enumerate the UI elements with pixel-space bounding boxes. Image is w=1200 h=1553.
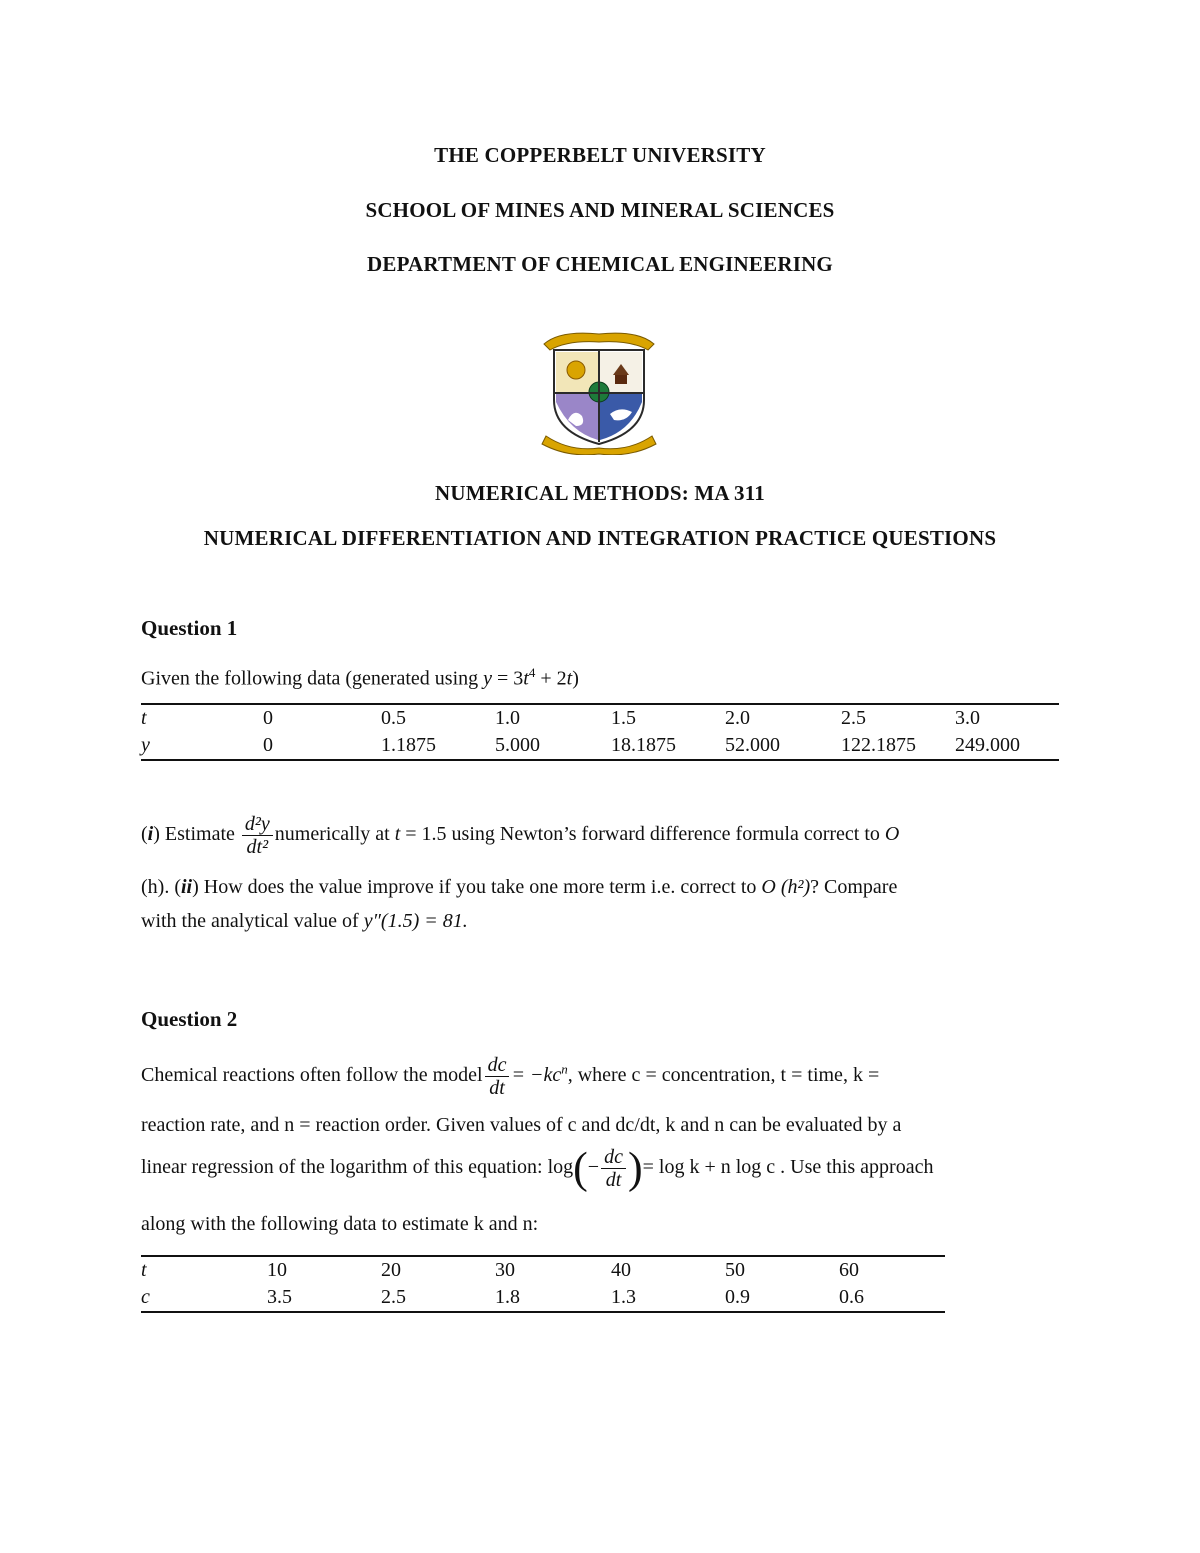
table-cell: 249.000 [955,732,1059,760]
university-name: THE COPPERBELT UNIVERSITY [434,143,766,167]
text-segment: with the analytical value of [141,910,364,932]
text-segment: Chemical reactions often follow the model [141,1064,483,1087]
department-name: DEPARTMENT OF CHEMICAL ENGINEERING [367,252,833,276]
fraction-numerator: dc [601,1146,626,1169]
table-row-y [141,732,1059,760]
table-cell: 10 [267,1256,381,1284]
table-cell: 0 [263,704,381,732]
question-2-data-table [141,1255,945,1313]
text-segment: , where c = concentration, t = time, k = [567,1064,880,1087]
part-label: ii [181,876,193,898]
question-1-intro [141,661,1059,691]
text-segment: = 1.5 using Newton’s forward difference formula correct to [400,823,885,846]
model-equation: = −kc [511,1064,562,1087]
question-1-line-1: (i) Estimate $\frac{\text{d²y}}{\text{dt²}}$ numerically at t = 1.5 using Newton’s forward difference formula correct to O [141,813,900,858]
fraction-denominator: dt² [246,836,269,858]
table-row-label: t [141,704,263,732]
table-cell: 1.1875 [381,732,495,760]
fraction-numerator: d²y [242,813,273,836]
table-row-label: y [141,732,263,760]
question-2-heading: Question 2 [141,1007,238,1031]
rate-fraction [485,1054,510,1099]
second-derivative-fraction [242,813,273,858]
university-crest-icon [540,330,658,455]
exponent: 4 [528,665,536,680]
question-2-line-3 [141,1143,1059,1193]
document-title: NUMERICAL DIFFERENTIATION AND INTEGRATION PRACTICE QUESTIONS [203,526,997,550]
table-cell: 3.5 [267,1284,381,1312]
var-t: t [523,667,529,690]
question-2-line-4: along with the following data to estimate k and n: [141,1213,539,1235]
intro-eq: = 3 [492,667,524,690]
table-row-t [141,704,1059,732]
table-row-t [141,1256,945,1284]
table-cell: 60 [839,1256,945,1284]
question-1-line-3 [141,909,1059,933]
question-2-line-1 [141,1054,1059,1099]
fraction-denominator: dt [605,1169,622,1191]
question-1-heading: Question 1 [141,616,238,640]
table-row-label: t [141,1256,267,1284]
intro-rest: + 2 [535,667,567,690]
log-fraction [601,1146,626,1191]
table-row-label: c [141,1284,267,1312]
var-O: O [884,823,900,846]
right-paren: ) [627,1143,643,1193]
text-segment: numerically at [274,823,395,846]
school-name: SCHOOL OF MINES AND MINERAL SCIENCES [365,198,835,222]
text-segment: How does the value improve if you take one more term i.e. correct to [198,876,762,898]
estimate-word: Estimate [164,823,235,846]
table-cell: 1.0 [495,704,611,732]
table-cell: 0 [263,732,381,760]
exponent: n [561,1061,568,1077]
fraction-numerator: dc [485,1054,510,1077]
var-t: t [566,667,573,690]
table-cell: 2.0 [725,704,841,732]
question-1-line-2: (h). (ii) How does the value improve if you take one more term i.e. correct to O (h²)? Compare [141,876,898,898]
table-cell: 52.000 [725,732,841,760]
table-cell: 50 [725,1256,839,1284]
course-title: NUMERICAL METHODS: MA 311 [435,481,765,505]
intro-text: Given the following data (generated using [141,667,484,690]
var-y: y [483,667,493,690]
table-cell: 122.1875 [841,732,955,760]
minus-sign: − [587,1156,600,1179]
left-paren: ( [573,1143,588,1193]
table-cell: 5.000 [495,732,611,760]
order-term: O (h²) [761,876,811,898]
fraction-denominator: dt [489,1077,505,1099]
text-segment: (h). [141,876,175,898]
table-cell: 40 [611,1256,725,1284]
table-cell: 1.3 [611,1284,725,1312]
table-cell: 18.1875 [611,732,725,760]
table-cell: 1.8 [495,1284,611,1312]
table-row-c [141,1284,945,1312]
table-cell: 3.0 [955,704,1059,732]
table-cell: 0.9 [725,1284,839,1312]
table-cell: 0.5 [381,704,495,732]
question-2-line-2: reaction rate, and n = reaction order. Given values of c and dc/dt, k and n can be evaluated by a [141,1114,902,1136]
table-cell: 0.6 [839,1284,945,1312]
analytic-value: y″(1.5) = 81. [363,910,468,932]
intro-close: ) [572,667,579,690]
table-cell: 2.5 [841,704,955,732]
text-segment: = log k + n log c . Use this approach [642,1156,934,1179]
var-t: t [394,823,401,846]
table-cell: 30 [495,1256,611,1284]
table-cell: 1.5 [611,704,725,732]
part-label: i [147,823,154,846]
question-1-data-table [141,703,1059,761]
text-segment: linear regression of the logarithm of this equation: log [141,1156,574,1179]
table-cell: 20 [381,1256,495,1284]
table-cell: 2.5 [381,1284,495,1312]
text-segment: ? Compare [810,876,898,898]
